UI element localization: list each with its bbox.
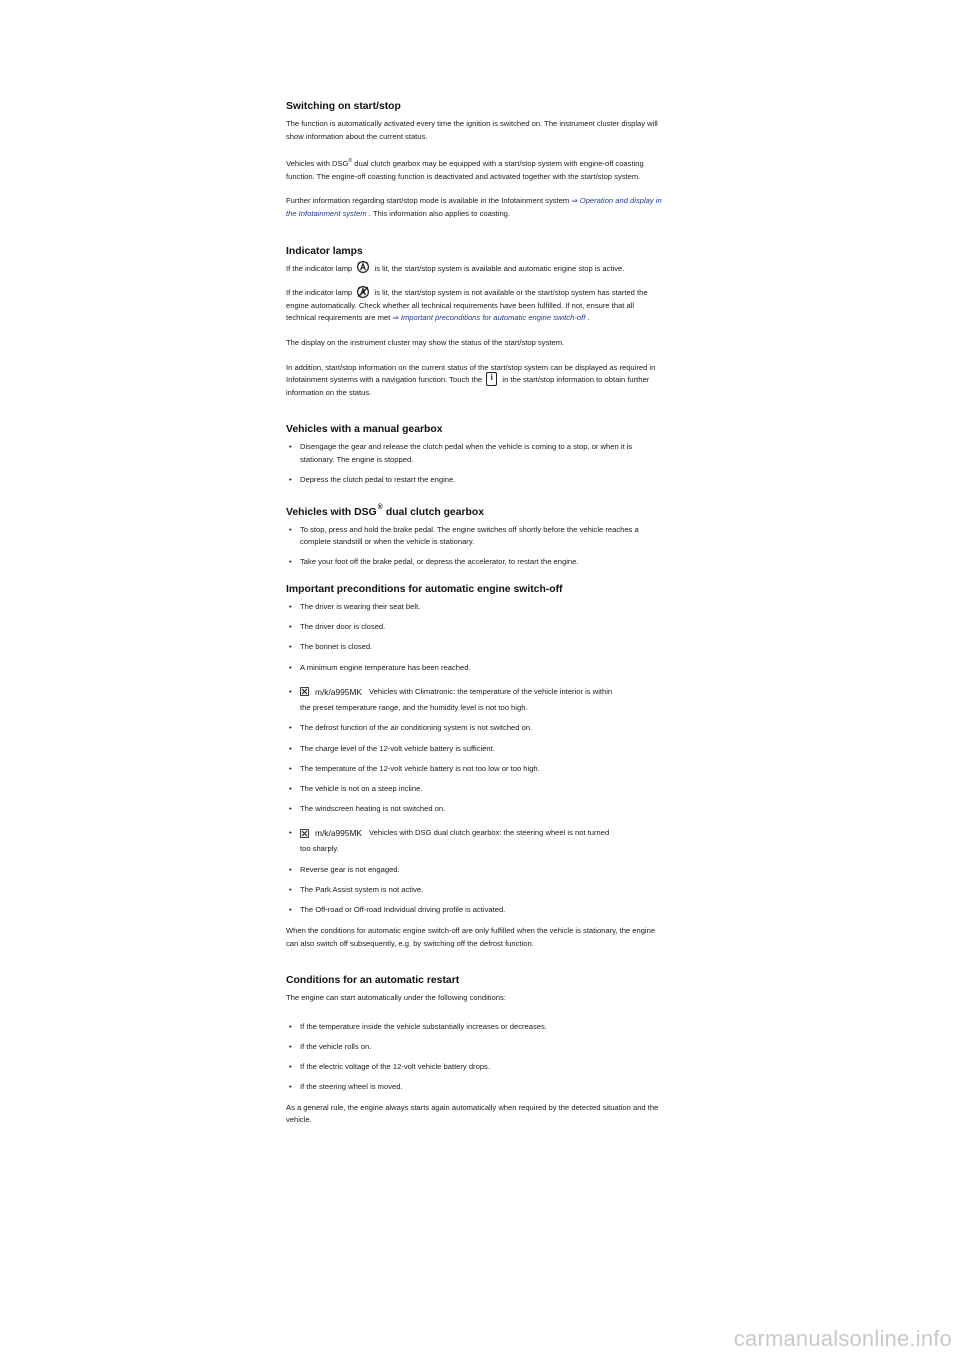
image-code: m/k/a995MK (315, 828, 363, 839)
list-item-climatronic: • m/k/a995MK Vehicles with Climatronic: the temperature of the vehicle interior is within the preset temperature range, and the humidity level is not too high. (289, 686, 613, 712)
start-stop-active-icon (356, 260, 370, 274)
paragraph-navigation-info: In addition, start/stop information on the current status of the start/stop system can be displayed as required in Infotainment systems with a navigation function. Touch the i in the start/stop information to obtain further information on the status. (286, 362, 656, 397)
info-icon[interactable]: i (486, 372, 497, 386)
section-automatic-restart (286, 974, 666, 1127)
list-item: • If the temperature inside the vehicle substantially increases or decreases. (286, 1021, 666, 1034)
heading-dsg-gearbox: Vehicles with DSG® dual clutch gearbox (286, 503, 484, 518)
section-switching-on (286, 100, 666, 221)
list-item: • If the vehicle rolls on. (286, 1041, 666, 1054)
section-indicator-lamps (286, 245, 666, 400)
registered-mark: ® (348, 158, 353, 165)
paragraph-dsg-coasting: Vehicles with DSG® dual clutch gearbox may be equipped with a start/stop system with engine-off coasting function. The engine-off coasting function is deactivated and activated together with the start/stop system. (286, 158, 644, 181)
list-item: • Depress the clutch pedal to restart the engine. (286, 474, 666, 487)
start-stop-unavailable-icon (356, 285, 370, 299)
list-item: • The Off-road or Off-road Individual driving profile is activated. (286, 904, 666, 917)
bullet: • (289, 686, 292, 696)
heading-switching-on: Switching on start/stop (286, 101, 401, 112)
paragraph-infotainment-info: Further information regarding start/stop mode is available in the Infotainment system ⇒ Operation and display in the Infotainment system . This information also applies to coasting. (286, 196, 662, 218)
paragraph-preconditions-note: When the conditions for automatic engine switch-off are only fulfilled when the vehicle is stationary, the engine can also switch off subsequently, e.g. by switching off the defrost function. (286, 925, 656, 948)
list-item: • The defrost function of the air conditioning system is not switched on. (286, 722, 666, 735)
section-manual-gearbox (286, 423, 666, 486)
missing-image-icon (300, 829, 309, 838)
list-item: • The temperature of the 12-volt vehicle battery is not too low or too high. (286, 763, 666, 776)
list-item: • A minimum engine temperature has been reached. (286, 662, 666, 675)
image-code: m/k/a995MK (315, 686, 363, 697)
list-preconditions (286, 601, 666, 917)
list-item: • The Park Assist system is not active. (286, 884, 666, 897)
paragraph-lamp-active: If the indicator lamp is lit, the start/stop system is available and automatic engine stop is active. (286, 263, 666, 276)
list-item: • Take your foot off the brake pedal, or depress the accelerator, to restart the engine. (286, 556, 666, 569)
list-manual-gearbox (286, 441, 666, 486)
registered-mark: ® (377, 503, 383, 511)
list-item: • The driver is wearing their seat belt. (286, 601, 666, 614)
section-preconditions (286, 583, 666, 950)
heading-preconditions: Important preconditions for automatic engine switch-off (286, 584, 563, 596)
list-item: • The bonnet is closed. (286, 641, 666, 654)
paragraph-lamp-unavailable: If the indicator lamp is lit, the start/stop system is not available or the start/stop system has started the engine automatically. Check whether all technical requirements have been fulfilled. If not, ensure that all technical requirements are met ⇒ Important preconditions for automatic engine switch-off . (286, 287, 666, 325)
list-item: • The windscreen heating is not switched on. (286, 803, 666, 816)
paragraph-restart-intro: The engine can start automatically under the following conditions: (286, 993, 506, 1003)
list-item: • The charge level of the 12-volt vehicle battery is sufficient. (286, 743, 666, 756)
heading-manual-gearbox: Vehicles with a manual gearbox (286, 424, 443, 436)
list-item: • If the electric voltage of the 12-volt vehicle battery drops. (286, 1061, 666, 1074)
site-watermark: carmanualsonline.info (733, 1326, 952, 1351)
list-item: • To stop, press and hold the brake pedal. The engine switches off shortly before the vehicle reaches a complete standstill or when the vehicle is stationary. (286, 524, 666, 549)
list-restart-conditions (286, 1021, 666, 1094)
heading-indicator-lamps: Indicator lamps (286, 245, 363, 257)
list-item-steering: • m/k/a995MK Vehicles with DSG dual clutch gearbox: the steering wheel is not turned too sharply. (289, 828, 610, 854)
link-operation-display[interactable]: ⇒ Operation and display in the Infotainment system (286, 196, 662, 218)
manual-page (286, 100, 666, 1139)
list-dsg-gearbox (286, 524, 666, 569)
list-item: • The vehicle is not on a steep incline. (286, 783, 666, 796)
list-item: • Reverse gear is not engaged. (286, 864, 666, 877)
link-important-preconditions[interactable]: ⇒ Important preconditions for automatic engine switch-off (392, 313, 586, 323)
paragraph-display-status: The display on the instrument cluster may show the status of the start/stop system. (286, 337, 565, 347)
heading-automatic-restart: Conditions for an automatic restart (286, 975, 460, 987)
section-dsg-gearbox (286, 501, 666, 569)
bullet: • (289, 828, 292, 838)
paragraph-auto-activation: The function is automatically activated every time the ignition is switched on. The instrument cluster display will show information about the current status. (286, 119, 658, 141)
paragraph-restart-note: As a general rule, the engine always starts again automatically when required by the detected situation and the vehicle. (286, 1102, 659, 1125)
list-item: • The driver door is closed. (286, 621, 666, 634)
list-item: • Disengage the gear and release the clutch pedal when the vehicle is coming to a stop, or when it is stationary. The engine is stopped. (286, 441, 666, 466)
missing-image-icon (300, 687, 309, 696)
list-item: • If the steering wheel is moved. (286, 1081, 666, 1094)
